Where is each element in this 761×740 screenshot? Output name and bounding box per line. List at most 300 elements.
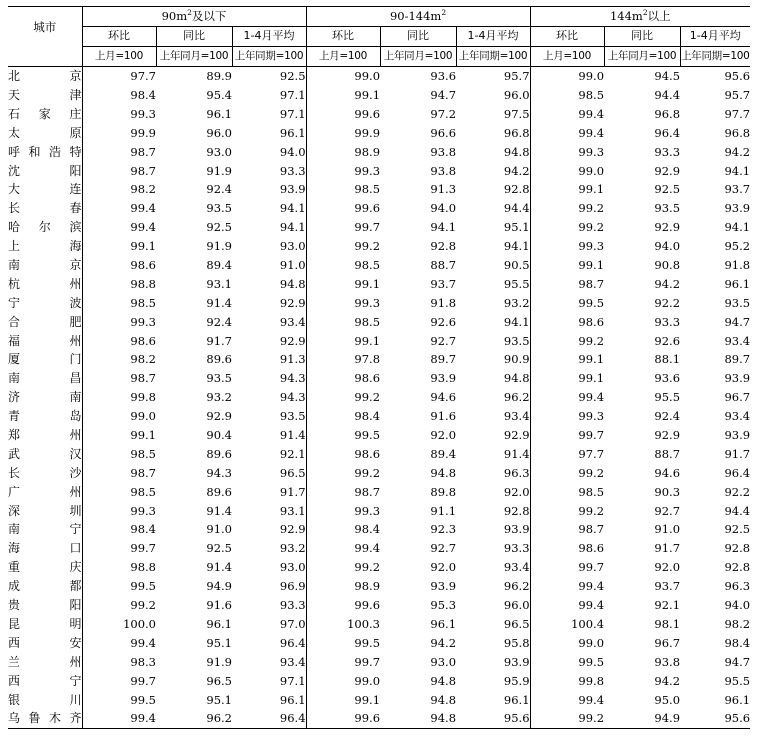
index-value: 90.5: [503, 258, 530, 273]
index-value: 94.2: [430, 635, 457, 650]
index-value: 92.8: [503, 503, 530, 518]
index-value: 98.4: [306, 520, 380, 539]
index-value: 96.1: [206, 616, 232, 631]
index-value: 99.7: [530, 426, 604, 445]
index-value: 93.4: [724, 333, 751, 348]
index-value: 94.9: [604, 709, 680, 728]
index-value: 96.7: [654, 635, 681, 650]
table-row: [8, 652, 750, 671]
index-value: 98.2: [82, 180, 156, 199]
index-value: 99.5: [306, 633, 380, 652]
index-value: 95.5: [503, 276, 530, 291]
index-value: 99.8: [82, 388, 156, 407]
index-value: 99.4: [530, 123, 604, 142]
index-value: 99.6: [306, 199, 380, 218]
city-name: 成都: [8, 579, 82, 594]
index-value: 99.2: [82, 596, 156, 615]
index-value: 96.1: [279, 692, 306, 707]
index-value: 99.2: [306, 388, 380, 407]
index-value: 98.2: [82, 350, 156, 369]
index-value: 93.8: [654, 654, 681, 669]
index-value: 93.3: [279, 598, 306, 613]
city-name: 重庆: [8, 560, 82, 575]
index-value: 99.2: [530, 501, 604, 520]
index-value: 94.9: [206, 579, 232, 594]
city-name: 青岛: [8, 409, 82, 424]
index-value: 92.3: [430, 522, 457, 537]
index-value: 93.0: [279, 239, 306, 254]
index-value: 94.0: [654, 239, 681, 254]
index-value: 95.1: [206, 635, 232, 650]
index-value: 99.1: [530, 350, 604, 369]
index-value: 94.1: [430, 220, 457, 235]
index-value: 92.9: [503, 428, 530, 443]
index-value: 91.6: [430, 409, 457, 424]
city-name: 兰州: [8, 654, 82, 669]
index-value: 92.4: [206, 314, 232, 329]
index-value: 98.5: [82, 444, 156, 463]
index-value: 98.5: [306, 256, 380, 275]
city-name: 沈阳: [8, 163, 82, 178]
index-value: 99.3: [530, 237, 604, 256]
index-value: 98.9: [306, 577, 380, 596]
index-value: 96.5: [279, 465, 306, 480]
index-value: 95.7: [724, 88, 751, 102]
index-value: 92.9: [654, 220, 681, 235]
index-value: 93.4: [279, 654, 306, 669]
index-value: 99.4: [82, 709, 156, 728]
metric-header: 1-4月平均: [456, 26, 530, 46]
table-row: [8, 104, 750, 123]
index-value: 94.1: [503, 239, 530, 254]
index-value: 94.4: [654, 88, 681, 102]
index-value: 91.7: [654, 541, 681, 556]
index-value: 99.4: [82, 218, 156, 237]
index-value: 99.8: [530, 671, 604, 690]
index-value: 93.9: [724, 201, 751, 216]
index-value: 97.1: [279, 106, 306, 121]
index-value: 91.6: [206, 598, 232, 613]
index-value: 99.7: [306, 218, 380, 237]
index-value: 92.0: [654, 560, 681, 575]
table-row: [8, 312, 750, 331]
index-value: 88.1: [654, 352, 681, 367]
index-value: 89.4: [430, 446, 457, 461]
base-header: 上年同期=100: [232, 46, 306, 66]
city-name: 济南: [8, 390, 82, 405]
city-name: 南昌: [8, 371, 82, 386]
index-value: 98.6: [530, 312, 604, 331]
city-name: 杭州: [8, 276, 82, 291]
index-value: 93.5: [279, 409, 306, 424]
index-value: 91.7: [206, 333, 232, 348]
index-value: 92.9: [279, 295, 306, 310]
index-value: 95.9: [503, 673, 530, 688]
index-value: 89.8: [430, 484, 457, 499]
index-value: 98.6: [82, 331, 156, 350]
index-value: 93.3: [279, 163, 306, 178]
index-value: 93.1: [206, 276, 232, 291]
index-value: 98.1: [654, 616, 681, 631]
index-value: 93.9: [724, 428, 751, 443]
index-value: 91.4: [503, 446, 530, 461]
index-value: 99.4: [530, 388, 604, 407]
table-row: [8, 501, 750, 520]
index-value: 99.1: [306, 331, 380, 350]
index-value: 93.0: [206, 144, 232, 159]
index-value: 99.5: [530, 652, 604, 671]
index-value: 93.2: [279, 541, 306, 556]
index-value: 99.5: [82, 577, 156, 596]
index-value: 94.7: [430, 88, 457, 102]
index-value: 93.3: [503, 541, 530, 556]
index-value: 92.0: [503, 484, 530, 499]
index-value: 93.5: [724, 295, 751, 310]
city-name: 大连: [8, 182, 82, 197]
index-value: 91.8: [430, 295, 457, 310]
city-name: 银川: [8, 692, 82, 707]
index-value: 98.5: [82, 293, 156, 312]
index-value: 91.1: [430, 503, 457, 518]
city-name: 海口: [8, 541, 82, 556]
table-row: [8, 237, 750, 256]
index-value: 96.8: [503, 125, 530, 140]
index-value: 97.0: [279, 616, 306, 631]
index-value: 96.2: [156, 709, 232, 728]
index-value: 92.2: [724, 484, 751, 499]
index-value: 99.1: [530, 369, 604, 388]
table-row: [8, 199, 750, 218]
index-value: 93.7: [724, 182, 751, 197]
index-value: 99.3: [530, 142, 604, 161]
index-value: 99.2: [530, 331, 604, 350]
index-value: 95.3: [430, 598, 457, 613]
group-header-large: $144m^2$以上: [530, 7, 750, 27]
index-value: 100.3: [306, 615, 380, 634]
index-value: 97.7: [530, 444, 604, 463]
index-value: 91.4: [206, 503, 232, 518]
table-row: [8, 407, 750, 426]
index-value: 98.4: [724, 635, 751, 650]
index-value: 99.1: [530, 180, 604, 199]
index-value: 93.9: [430, 579, 457, 594]
index-value: 94.1: [279, 220, 306, 235]
table-row: [8, 86, 750, 105]
table-row: [8, 142, 750, 161]
index-value: 96.1: [430, 616, 457, 631]
header-row-base: [8, 46, 750, 66]
index-value: 99.7: [306, 652, 380, 671]
metric-header: 同比: [604, 26, 680, 46]
table-row: [8, 161, 750, 180]
index-value: 100.4: [530, 615, 604, 634]
index-value: 90.9: [503, 352, 530, 367]
city-name: 呼和浩特: [8, 144, 82, 159]
index-value: 93.8: [430, 163, 457, 178]
city-header-blank: [8, 46, 82, 66]
index-value: 90.4: [206, 428, 232, 443]
index-value: 99.9: [306, 123, 380, 142]
index-value: 91.4: [206, 295, 232, 310]
index-value: 96.0: [503, 88, 530, 102]
index-value: 93.0: [279, 560, 306, 575]
index-value: 94.1: [724, 220, 751, 235]
city-name: 武汉: [8, 446, 82, 461]
index-value: 94.6: [430, 390, 457, 405]
index-value: 96.4: [232, 709, 306, 728]
index-value: 90.8: [654, 258, 681, 273]
index-value: 94.2: [724, 144, 751, 159]
index-value: 95.4: [206, 88, 232, 102]
index-value: 95.6: [680, 709, 750, 728]
index-value: 93.9: [279, 182, 306, 197]
index-value: 99.2: [306, 237, 380, 256]
city-name: 厦门: [8, 352, 82, 367]
index-value: 99.4: [82, 633, 156, 652]
index-value: 99.4: [530, 104, 604, 123]
index-value: 91.0: [206, 522, 232, 537]
index-value: 96.1: [503, 692, 530, 707]
index-value: 99.7: [82, 671, 156, 690]
index-value: 99.3: [306, 293, 380, 312]
index-value: 94.8: [279, 276, 306, 291]
index-value: 93.3: [654, 314, 681, 329]
index-value: 96.5: [206, 673, 232, 688]
index-value: 93.0: [430, 654, 457, 669]
base-header: 上年同月=100: [380, 46, 456, 66]
index-value: 92.7: [430, 541, 457, 556]
index-value: 100.0: [82, 615, 156, 634]
index-value: 96.2: [503, 390, 530, 405]
metric-header: 环比: [306, 26, 380, 46]
index-value: 94.3: [279, 390, 306, 405]
city-name: 福州: [8, 333, 82, 348]
index-value: 94.5: [654, 69, 681, 84]
index-value: 92.5: [279, 69, 306, 84]
index-value: 94.3: [279, 371, 306, 386]
index-value: 92.7: [654, 503, 681, 518]
index-value: 98.5: [306, 180, 380, 199]
table-row: [8, 350, 750, 369]
index-value: 92.1: [654, 598, 681, 613]
index-value: 95.6: [456, 709, 530, 728]
index-value: 94.4: [503, 201, 530, 216]
index-value: 94.4: [724, 503, 751, 518]
index-value: 93.4: [279, 314, 306, 329]
index-value: 92.6: [654, 333, 681, 348]
index-value: 99.0: [306, 66, 380, 85]
index-value: 91.0: [654, 522, 681, 537]
city-name: 南宁: [8, 522, 82, 537]
table-row: [8, 671, 750, 690]
index-value: 94.8: [380, 709, 456, 728]
index-value: 92.8: [430, 239, 457, 254]
index-value: 92.2: [654, 295, 681, 310]
index-value: 93.9: [503, 654, 530, 669]
table-row: [8, 218, 750, 237]
index-value: 94.0: [430, 201, 457, 216]
metric-header: 同比: [156, 26, 232, 46]
index-value: 99.3: [82, 312, 156, 331]
metric-header: 1-4月平均: [680, 26, 750, 46]
group-header-medium: $90-144m^2$: [306, 7, 530, 27]
index-value: 98.5: [530, 482, 604, 501]
index-value: 94.0: [279, 144, 306, 159]
index-value: 95.1: [206, 692, 232, 707]
city-name: 哈尔滨: [8, 220, 82, 235]
city-name: 太原: [8, 125, 82, 140]
index-value: 99.1: [306, 86, 380, 105]
index-value: 91.8: [724, 258, 751, 273]
index-value: 99.5: [82, 690, 156, 709]
index-value: 94.8: [430, 465, 457, 480]
index-value: 96.4: [724, 465, 751, 480]
index-value: 99.0: [82, 407, 156, 426]
index-value: 94.2: [654, 276, 681, 291]
metric-header: 环比: [530, 26, 604, 46]
index-value: 91.4: [279, 428, 306, 443]
index-value: 94.7: [724, 314, 751, 329]
base-header: 上年同期=100: [680, 46, 750, 66]
group-header-small: $90m^2$及以下: [82, 7, 306, 27]
index-value: 96.2: [503, 579, 530, 594]
index-value: 99.5: [530, 293, 604, 312]
city-name: 贵阳: [8, 598, 82, 613]
index-value: 99.1: [530, 256, 604, 275]
index-value: 99.9: [82, 123, 156, 142]
city-name: 宁波: [8, 295, 82, 310]
index-value: 93.9: [430, 371, 457, 386]
index-value: 92.5: [206, 541, 232, 556]
index-value: 93.7: [430, 276, 457, 291]
index-value: 92.8: [503, 182, 530, 197]
index-value: 92.7: [430, 333, 457, 348]
index-value: 92.9: [206, 409, 232, 424]
index-value: 93.5: [206, 371, 232, 386]
city-name: 石家庄: [8, 106, 82, 121]
index-value: 95.2: [724, 239, 751, 254]
index-value: 94.1: [279, 201, 306, 216]
index-value: 94.0: [724, 598, 751, 613]
table-row: [8, 274, 750, 293]
index-value: 94.3: [206, 465, 232, 480]
table-row: [8, 709, 750, 728]
city-column-header: 城市: [8, 7, 82, 47]
index-value: 99.3: [82, 501, 156, 520]
index-value: 94.2: [654, 673, 681, 688]
index-value: 98.7: [306, 482, 380, 501]
index-value: 95.6: [724, 69, 751, 84]
city-name: 广州: [8, 484, 82, 499]
table-row: [8, 444, 750, 463]
index-value: 95.8: [503, 635, 530, 650]
table-body: [8, 66, 750, 728]
index-value: 98.5: [82, 482, 156, 501]
table-row: [8, 558, 750, 577]
index-value: 89.7: [724, 352, 751, 367]
index-value: 99.6: [306, 104, 380, 123]
index-value: 91.4: [206, 560, 232, 575]
index-value: 94.8: [430, 673, 457, 688]
city-name: 天津: [8, 88, 82, 102]
index-value: 91.9: [206, 163, 232, 178]
index-value: 96.0: [503, 598, 530, 613]
index-value: 92.9: [279, 522, 306, 537]
index-value: 91.7: [279, 484, 306, 499]
index-value: 99.3: [82, 104, 156, 123]
index-value: 94.7: [724, 654, 751, 669]
index-value: 91.0: [279, 258, 306, 273]
index-value: 95.7: [503, 69, 530, 84]
index-value: 93.6: [654, 371, 681, 386]
index-value: 93.5: [206, 201, 232, 216]
index-value: 98.7: [530, 274, 604, 293]
index-value: 99.0: [530, 161, 604, 180]
index-value: 93.4: [503, 409, 530, 424]
base-header: 上年同月=100: [604, 46, 680, 66]
index-value: 93.8: [430, 144, 457, 159]
metric-header: 环比: [82, 26, 156, 46]
index-value: 93.5: [654, 201, 681, 216]
index-value: 98.7: [82, 142, 156, 161]
index-value: 89.7: [430, 352, 457, 367]
header-row-metrics: [8, 26, 750, 46]
index-value: 98.7: [530, 520, 604, 539]
index-value: 95.0: [654, 692, 681, 707]
table-row: [8, 180, 750, 199]
index-value: 92.9: [654, 428, 681, 443]
index-value: 92.5: [654, 182, 681, 197]
base-header: 上月=100: [306, 46, 380, 66]
table-row: [8, 482, 750, 501]
table-row: [8, 369, 750, 388]
table-row: [8, 520, 750, 539]
table-row: [8, 690, 750, 709]
index-value: 92.6: [430, 314, 457, 329]
index-value: 99.6: [306, 709, 380, 728]
index-value: 99.1: [306, 690, 380, 709]
index-value: 96.1: [206, 106, 232, 121]
index-value: 97.7: [82, 66, 156, 85]
index-value: 92.1: [279, 446, 306, 461]
index-value: 97.7: [724, 106, 751, 121]
index-value: 99.4: [82, 199, 156, 218]
index-value: 89.6: [206, 446, 232, 461]
index-value: 94.1: [503, 314, 530, 329]
index-value: 98.4: [82, 520, 156, 539]
index-value: 99.5: [306, 426, 380, 445]
index-value: 92.0: [430, 428, 457, 443]
index-value: 97.1: [279, 673, 306, 688]
index-value: 93.2: [206, 390, 232, 405]
table-row: [8, 577, 750, 596]
index-value: 99.3: [306, 501, 380, 520]
index-value: 99.0: [530, 633, 604, 652]
index-value: 94.6: [654, 465, 681, 480]
index-value: 96.4: [279, 635, 306, 650]
table-row: [8, 388, 750, 407]
index-value: 94.1: [724, 163, 751, 178]
index-value: 92.9: [279, 333, 306, 348]
index-value: 98.7: [82, 369, 156, 388]
index-value: 91.3: [430, 182, 457, 197]
index-value: 99.1: [82, 426, 156, 445]
table-row: [8, 256, 750, 275]
city-name: 合肥: [8, 314, 82, 329]
index-value: 96.9: [279, 579, 306, 594]
index-value: 99.7: [82, 539, 156, 558]
table-row: [8, 331, 750, 350]
